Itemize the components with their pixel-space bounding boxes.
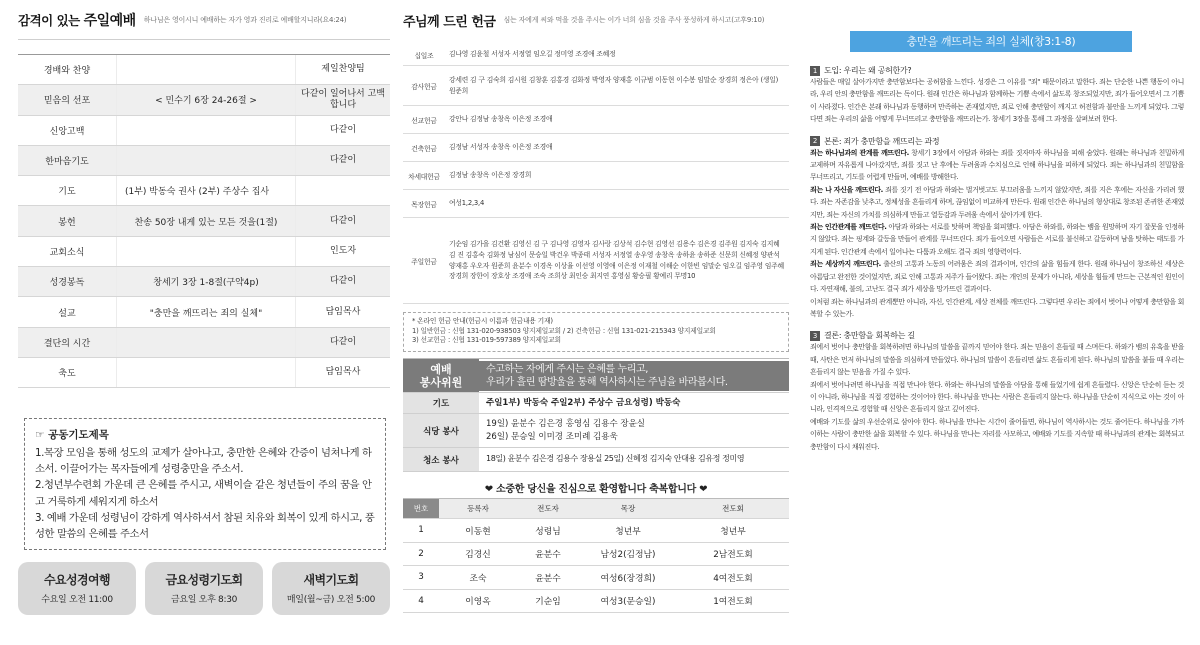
offering-verse: 심는 자에게 씨와 먹을 것을 주시는 이가 너희 심을 것을 주사 풍성하게 하시고(고후9:10) xyxy=(503,16,765,24)
order-leader: 담임목사 xyxy=(325,306,361,317)
order-item: 성경봉독 xyxy=(49,278,85,289)
cell: 이동현 xyxy=(465,526,491,537)
friday-meeting xyxy=(145,562,263,615)
sermon-section-head xyxy=(810,136,1184,147)
prayer-box xyxy=(24,418,386,550)
cell: 4여전도회 xyxy=(713,573,753,584)
order-row xyxy=(18,358,390,388)
order-item: 한마음기도 xyxy=(45,157,89,168)
service-text-line: 19일) 윤분수 김은경 홍영심 김용수 장윤실 xyxy=(486,419,646,429)
order-row xyxy=(18,267,390,297)
worship-order-table xyxy=(18,54,390,388)
table-row xyxy=(403,519,789,543)
order-row xyxy=(18,206,390,236)
cell: 김경신 xyxy=(465,550,491,561)
offering-type: 선교헌금 xyxy=(411,116,437,125)
offering-type: 십일조 xyxy=(414,51,434,60)
pill-title: 금요성령기도회 xyxy=(165,573,243,587)
order-row xyxy=(18,237,390,267)
welcome-message: ❤ 소중한 당신을 진심으로 환영합니다 축복합니다 ❤ xyxy=(484,484,708,495)
service-text-line: 26일) 문승일 이미경 조미례 김용욱 xyxy=(486,431,618,442)
cell: 성령님 xyxy=(535,526,561,537)
point-text: 죄를 짓기 전 아담과 하와는 벌거벗고도 부끄러움을 느끼지 않았지만, 죄를 지은 후에는 자신을 가리려 했다. 죄는 자존감을 낮추고, 정체성을 흔들리게 하며, 끊임없이 비교하게 만든다. 원래 인간은 하나님의 형상대로 창조된 존귀한 존재였지만, 죄는 자신의 가치를 의심하게 만들고 열등감과 두려움 속에서 살아가게 한다. xyxy=(810,185,1185,219)
service-header-line: 우리가 흘린 땀방울을 통해 역사하시는 주님을 바라봅시다. xyxy=(486,376,728,388)
sermon-paragraph: 예배와 기도를 삶의 우선순위로 삼아야 한다. 하나님을 만나는 시간이 줄어들면, 하나님이 역사하시는 것도 줄어든다. 하나님을 가까이하는 사람이 충만한 삶을 회복할 수 있다. 하나님을 만나는 자리를 사모하고, 예배와 기도를 지속할 때 하나님과의 관계는 회복되고 충만함이 다시 채워진다. xyxy=(810,417,1184,451)
order-row xyxy=(18,328,390,358)
prayer-item: 1.목장 모임을 통해 성도의 교제가 살아나고, 충만한 은혜와 간증이 넘쳐나게 하소서. 이끌어가는 목자들에게 성령충만을 주소서. xyxy=(35,447,372,476)
service-header-label xyxy=(403,359,479,392)
service-text: 주일1부) 박동숙 주일2부) 주상수 금요성령) 박동숙 xyxy=(486,397,681,408)
cell: 여성3(문승일) xyxy=(600,597,656,608)
order-detail xyxy=(116,328,296,357)
cell: 기순임 xyxy=(535,597,561,608)
worship-title xyxy=(18,10,136,30)
pill-time: 수요일 오전 11:00 xyxy=(41,595,113,605)
sermon-paragraph: 사람들은 매일 살아가지만 충만함보다는 공허함을 느낀다. 성경은 그 이유를 "죄" 때문이라고 말한다. 죄는 단순한 나쁜 행동이 아니라, 우리 안의 충만함을 깨뜨리는 독이다. 원래 인간은 하나님과 함께하는 기쁨 속에서 삶도록 창조되었지만, 죄가 들어오면서 그 기쁨이 사라졌다. 인간은 본래 하나님과 동행하며 만족하는 존재였지만, 죄로 인해 충만함이 깨지고 허전함과 불안을 느끼게 되었다. 그렇다면 죄는 우리의 삶을 어떻게 무너뜨리고 충만함을 깨뜨리는가. 창세기 3장을 통해 그 과정을 살펴보려 한다. xyxy=(810,78,1184,124)
order-detail: "충만을 깨뜨리는 죄의 실체" xyxy=(116,297,296,326)
sermon-paragraph: 죄에서 벗어나려면 하나님을 직접 만나야 한다. 하와는 하나님의 말씀을 아담을 통해 들었기에 쉽게 흔들렸다. 신앙은 단순히 듣는 것이 아니라, 하나님을 직접 경험하는 것이어야 한다. 하나님을 만나는 사람은 흔들리지 않는다. 하나님을 단순히 지식으로 아는 것이 아니라, 인격적으로 경험할 때 신앙은 흔들리지 않고 깊어진다. xyxy=(810,380,1184,414)
col-number: 번호 xyxy=(403,499,439,518)
order-leader: 다같이 xyxy=(329,276,357,287)
cell: 윤분수 xyxy=(535,550,561,561)
order-leader: 다같이 xyxy=(329,215,357,226)
online-account-line: 3) 선교헌금 : 신협 131-019-597389 양지제일교회 xyxy=(412,336,561,344)
order-leader: 담임목사 xyxy=(325,367,361,378)
order-leader: 다같이 xyxy=(329,336,357,347)
offering-column xyxy=(403,0,789,645)
pill-time: 금요일 오후 8:30 xyxy=(170,595,238,605)
service-text xyxy=(479,416,789,445)
sermon-paragraph xyxy=(810,147,1184,184)
prayer-item: 2.청년부수련회 가운데 큰 은혜를 주시고, 새벽이슬 같은 청년들이 주의 꿈을 안고 거룩하게 세워지게 하소서 xyxy=(35,479,372,508)
point-heading: 죄는 인간관계를 깨뜨린다. xyxy=(810,223,887,232)
offering-names: 김나영 김윤철 서성자 서정열 임오길 정미영 조경애 조혜정 xyxy=(449,50,616,59)
sermon-column xyxy=(810,0,1184,645)
newcomer-header xyxy=(403,499,789,519)
section-title: 도입: 우리는 왜 공허한가? xyxy=(824,66,912,75)
newcomer-table xyxy=(403,498,789,613)
section-title: 본론: 죄가 충만함을 깨뜨리는 과정 xyxy=(824,136,940,146)
cell: 청년부 xyxy=(720,526,746,537)
offering-names: 여성1,2,3,4 xyxy=(449,199,485,208)
order-leader: 다같이 일어나서 고백합니다 xyxy=(301,88,385,110)
online-account-line: 1) 일반헌금 : 신협 131-020-938503 양지제일교회 / 2) 건축헌금 : 신협 131-021-215343 양지제일교회 xyxy=(412,326,716,335)
offering-header xyxy=(403,0,789,40)
sermon-paragraph xyxy=(810,258,1184,295)
order-item: 설교 xyxy=(58,308,76,319)
table-row xyxy=(403,566,789,590)
cell: 4 xyxy=(418,595,424,606)
order-detail xyxy=(116,358,296,387)
order-detail xyxy=(116,55,296,84)
offering-type: 차세대헌금 xyxy=(408,172,440,181)
order-detail: 창세기 3장 1-8절(구약4p) xyxy=(116,267,296,296)
offering-type: 건축헌금 xyxy=(411,144,437,153)
cell: 남성2(김정남) xyxy=(600,550,656,561)
section-number: 2 xyxy=(810,136,820,146)
cell: 청년부 xyxy=(615,526,641,537)
prayer-item: 3. 예배 가운데 성령님이 강하게 역사하셔서 참된 치유와 회복이 있게 하시고, 풍성한 말씀의 은혜를 주소서 xyxy=(35,511,375,541)
sermon-paragraph: 죄에서 벗어나 충만함을 회복하려면 하나님의 말씀을 끝까지 믿어야 한다. 죄는 믿음이 흔들릴 때 스며든다. 하와가 뱀의 유혹을 받을 때, 사탄은 먼저 하나님의 말씀을 의심하게 만들었다. 하나님의 말씀이 흔들리면 삶도 흔들리게 된다. 하나님의 말씀을 붙들 때 우리는 흔들리지 않는 믿음을 가질 수 있다. xyxy=(810,343,1184,377)
service-row xyxy=(403,414,789,448)
prayer-heading: ☞ 공동기도제목 xyxy=(35,429,109,441)
order-leader: 인도자 xyxy=(329,245,357,256)
order-detail xyxy=(116,146,296,175)
offering-row xyxy=(403,190,789,218)
sermon-section-head xyxy=(810,330,1184,341)
dawn-meeting xyxy=(272,562,390,615)
point-text: 아담과 하와는 서로를 탓하며 책임을 회피했다. 아담은 하와를, 하와는 뱀을 원망하며 자기 잘못을 인정하지 않았다. 죄는 핑계와 갈등을 만들어 관계를 무너뜨린다. 죄가 들어오면 사람들은 서로를 불신하고 갈등하며 남을 탓하는 태도를 가지게 된다. 인간관계 속에서 일어나는 다툼과 오해도 결국 죄의 영향력이다. xyxy=(810,223,1184,256)
wednesday-meeting xyxy=(18,562,136,615)
pill-time: 매일(월~금) 오전 5:00 xyxy=(286,595,376,605)
cell: 조숙 xyxy=(469,573,487,584)
worship-title-prefix: 감격이 있는 xyxy=(18,12,80,28)
offering-type: 목장헌금 xyxy=(411,200,437,209)
order-item: 신앙고백 xyxy=(49,126,85,137)
order-leader: 다같이 xyxy=(329,124,357,135)
point-heading: 죄는 세상까지 깨뜨린다. xyxy=(810,260,881,269)
cell: 1 xyxy=(418,525,424,536)
service-label: 기도 xyxy=(403,393,479,413)
offering-names: 김정남 송창옥 이은정 장경희 xyxy=(449,171,532,180)
order-detail: 찬송 50장 내게 있는 모든 것을(1절) xyxy=(116,206,296,235)
worship-header xyxy=(18,0,390,40)
order-row xyxy=(18,55,390,85)
offering-names: 강안나 김정남 송창옥 이은정 조경애 xyxy=(449,115,553,124)
service-header-text xyxy=(479,361,789,391)
order-item: 믿음의 선포 xyxy=(43,96,91,107)
offering-table xyxy=(403,44,789,304)
col-registrant: 등록자 xyxy=(467,504,489,513)
cell: 이영옥 xyxy=(465,597,491,608)
section-title: 결론: 충만함을 회복하는 길 xyxy=(824,331,915,341)
order-leader: 제일찬양팀 xyxy=(321,64,365,75)
order-detail xyxy=(116,116,296,145)
order-row xyxy=(18,146,390,176)
sermon-paragraph xyxy=(810,184,1184,221)
order-leader: 다같이 xyxy=(329,155,357,166)
col-evangelist: 전도자 xyxy=(537,504,559,513)
order-item: 경배와 찬양 xyxy=(43,66,91,77)
cell: 2 xyxy=(418,548,424,559)
service-text: 18일) 윤분수 김은경 김용수 장용실 25일) 신혜정 김지숙 안대용 김유정 정미영 xyxy=(486,454,745,464)
order-row xyxy=(18,116,390,146)
pill-title: 수요성경여행 xyxy=(44,573,110,587)
cell: 1여전도회 xyxy=(713,597,753,608)
meeting-pills xyxy=(18,562,390,615)
col-group: 목장 xyxy=(620,504,636,513)
sermon-section-head xyxy=(810,65,1184,76)
point-heading: 죄는 나 자신을 깨뜨린다. xyxy=(810,185,883,194)
table-row xyxy=(403,590,789,614)
order-item: 기도 xyxy=(58,187,76,198)
offering-names: 김정남 서성자 송창옥 이은정 조경애 xyxy=(449,143,553,152)
order-item: 교회소식 xyxy=(49,247,85,258)
offering-names: 강세련 김 구 김숙희 김시원 김창훈 김홍경 김화정 박영자 양재홍 이규범 이동현 이수봉 임말순 장경희 정은아 (생일) 원준희 xyxy=(449,75,779,95)
offering-type: 주일헌금 xyxy=(411,257,437,266)
service-header-row xyxy=(403,359,789,393)
service-label: 청소 봉사 xyxy=(403,448,479,471)
cell: 윤분수 xyxy=(535,573,561,584)
cell: 3 xyxy=(418,572,424,583)
order-item: 축도 xyxy=(58,369,76,380)
service-row xyxy=(403,448,789,472)
service-header-line: 수고하는 자에게 주시는 은혜를 누리고, xyxy=(486,363,649,375)
order-row xyxy=(18,176,390,206)
offering-row xyxy=(403,106,789,134)
worship-verse: 하나님은 영이시니 예배하는 자가 영과 진리로 예배할지니라(요4:24) xyxy=(143,15,347,24)
pill-title: 새벽기도회 xyxy=(303,573,359,587)
order-detail: (1부) 박동숙 권사 (2부) 주상수 집사 xyxy=(116,176,296,205)
order-detail xyxy=(116,237,296,266)
col-mission: 전도회 xyxy=(722,504,744,513)
service-label: 식당 봉사 xyxy=(403,414,479,447)
point-text: 출산의 고통과 노동의 어려움은 죄의 결과이며, 인간의 삶을 힘들게 한다. 원래 하나님이 창조하신 세상은 아름답고 완전한 것이었지만, 죄로 인해 고통과 저주가 들어왔다. 죄는 개인의 문제가 아니라, 세상을 힘들게 만드는 근본적인 원인이다. 자연재해, 불의, 고난도 결국 죄가 세상을 망가뜨린 결과이다. xyxy=(810,260,1185,294)
online-heading: * 온라인 헌금 안내(헌금시 이름과 헌금내용 기재) xyxy=(412,317,553,325)
worship-title-main: 주일예배 xyxy=(83,12,136,29)
point-heading: 죄는 하나님과의 관계를 깨뜨린다. xyxy=(810,148,909,157)
offering-names: 기순임 김가을 김건환 김영신 김 구 김나영 김영자 김사랑 김상석 김수현 김영선 김용수 김은경 김주원 김지숙 김지혜 김 진 김홍숙 김화정 남심이 문승일 박건우 박종태 서성자 서정열 송우영 송창옥 송하윤 송하준 신문희 신혜정 양관석 양재홍 우오자 원준희 윤분수 이경옥 이상율 이선영 이영애 이은정 이재철 이해순 이한빈 임말순 임오길 임주영 임주혜 장경희 장한이 장호상 조경애 조숙 조희상 최인승 최지연 홍영심 황승필 황예리 무명10 xyxy=(449,240,784,281)
offering-row xyxy=(403,66,789,106)
order-item: 결단의 시간 xyxy=(43,338,91,349)
section-number: 3 xyxy=(810,331,820,341)
order-row xyxy=(18,85,390,115)
cell: 2남전도회 xyxy=(713,550,753,561)
cell: 여성6(장경희) xyxy=(600,573,656,584)
service-row xyxy=(403,393,789,414)
order-row xyxy=(18,297,390,327)
offering-row xyxy=(403,218,789,304)
point-text: 창세기 3장에서 아담과 하와는 죄를 짓자마자 하나님을 피해 숨었다. 원래는 하나님과 친밀하게 교제하며 자유롭게 나아갔지만, 죄를 짓고 난 후에는 두려움과 수치심으로 인해 하나님을 피하게 되었다. 죄는 하나님과의 친밀함을 무너뜨리고, 기도를 어렵게 만들며, 예배를 방해한다. xyxy=(810,148,1184,182)
online-offering-box xyxy=(403,312,789,352)
sermon-title: 충만을 깨뜨리는 죄의 실체(창3:1-8) xyxy=(850,31,1132,52)
offering-type: 감사헌금 xyxy=(411,82,437,91)
table-row xyxy=(403,543,789,567)
section-number: 1 xyxy=(810,66,820,76)
order-detail: < 민수기 6장 24-26절 > xyxy=(116,85,296,114)
worship-column xyxy=(18,0,390,645)
order-item: 봉헌 xyxy=(58,217,76,228)
offering-row xyxy=(403,44,789,66)
sermon-paragraph xyxy=(810,221,1184,258)
service-header-label-2: 봉사위원 xyxy=(419,375,463,389)
offering-row xyxy=(403,134,789,162)
service-table xyxy=(403,358,789,472)
offering-title: 주님께 드린 헌금 xyxy=(403,14,496,30)
sermon-paragraph: 이처럼 죄는 하나님과의 관계뿐만 아니라, 자신, 인간관계, 세상 전체를 깨뜨린다. 그렇다면 우리는 죄에서 벗어나 어떻게 충만함을 회복할 수 있는가. xyxy=(810,297,1184,318)
offering-row xyxy=(403,162,789,190)
service-header-label-1: 예배 xyxy=(430,362,452,376)
